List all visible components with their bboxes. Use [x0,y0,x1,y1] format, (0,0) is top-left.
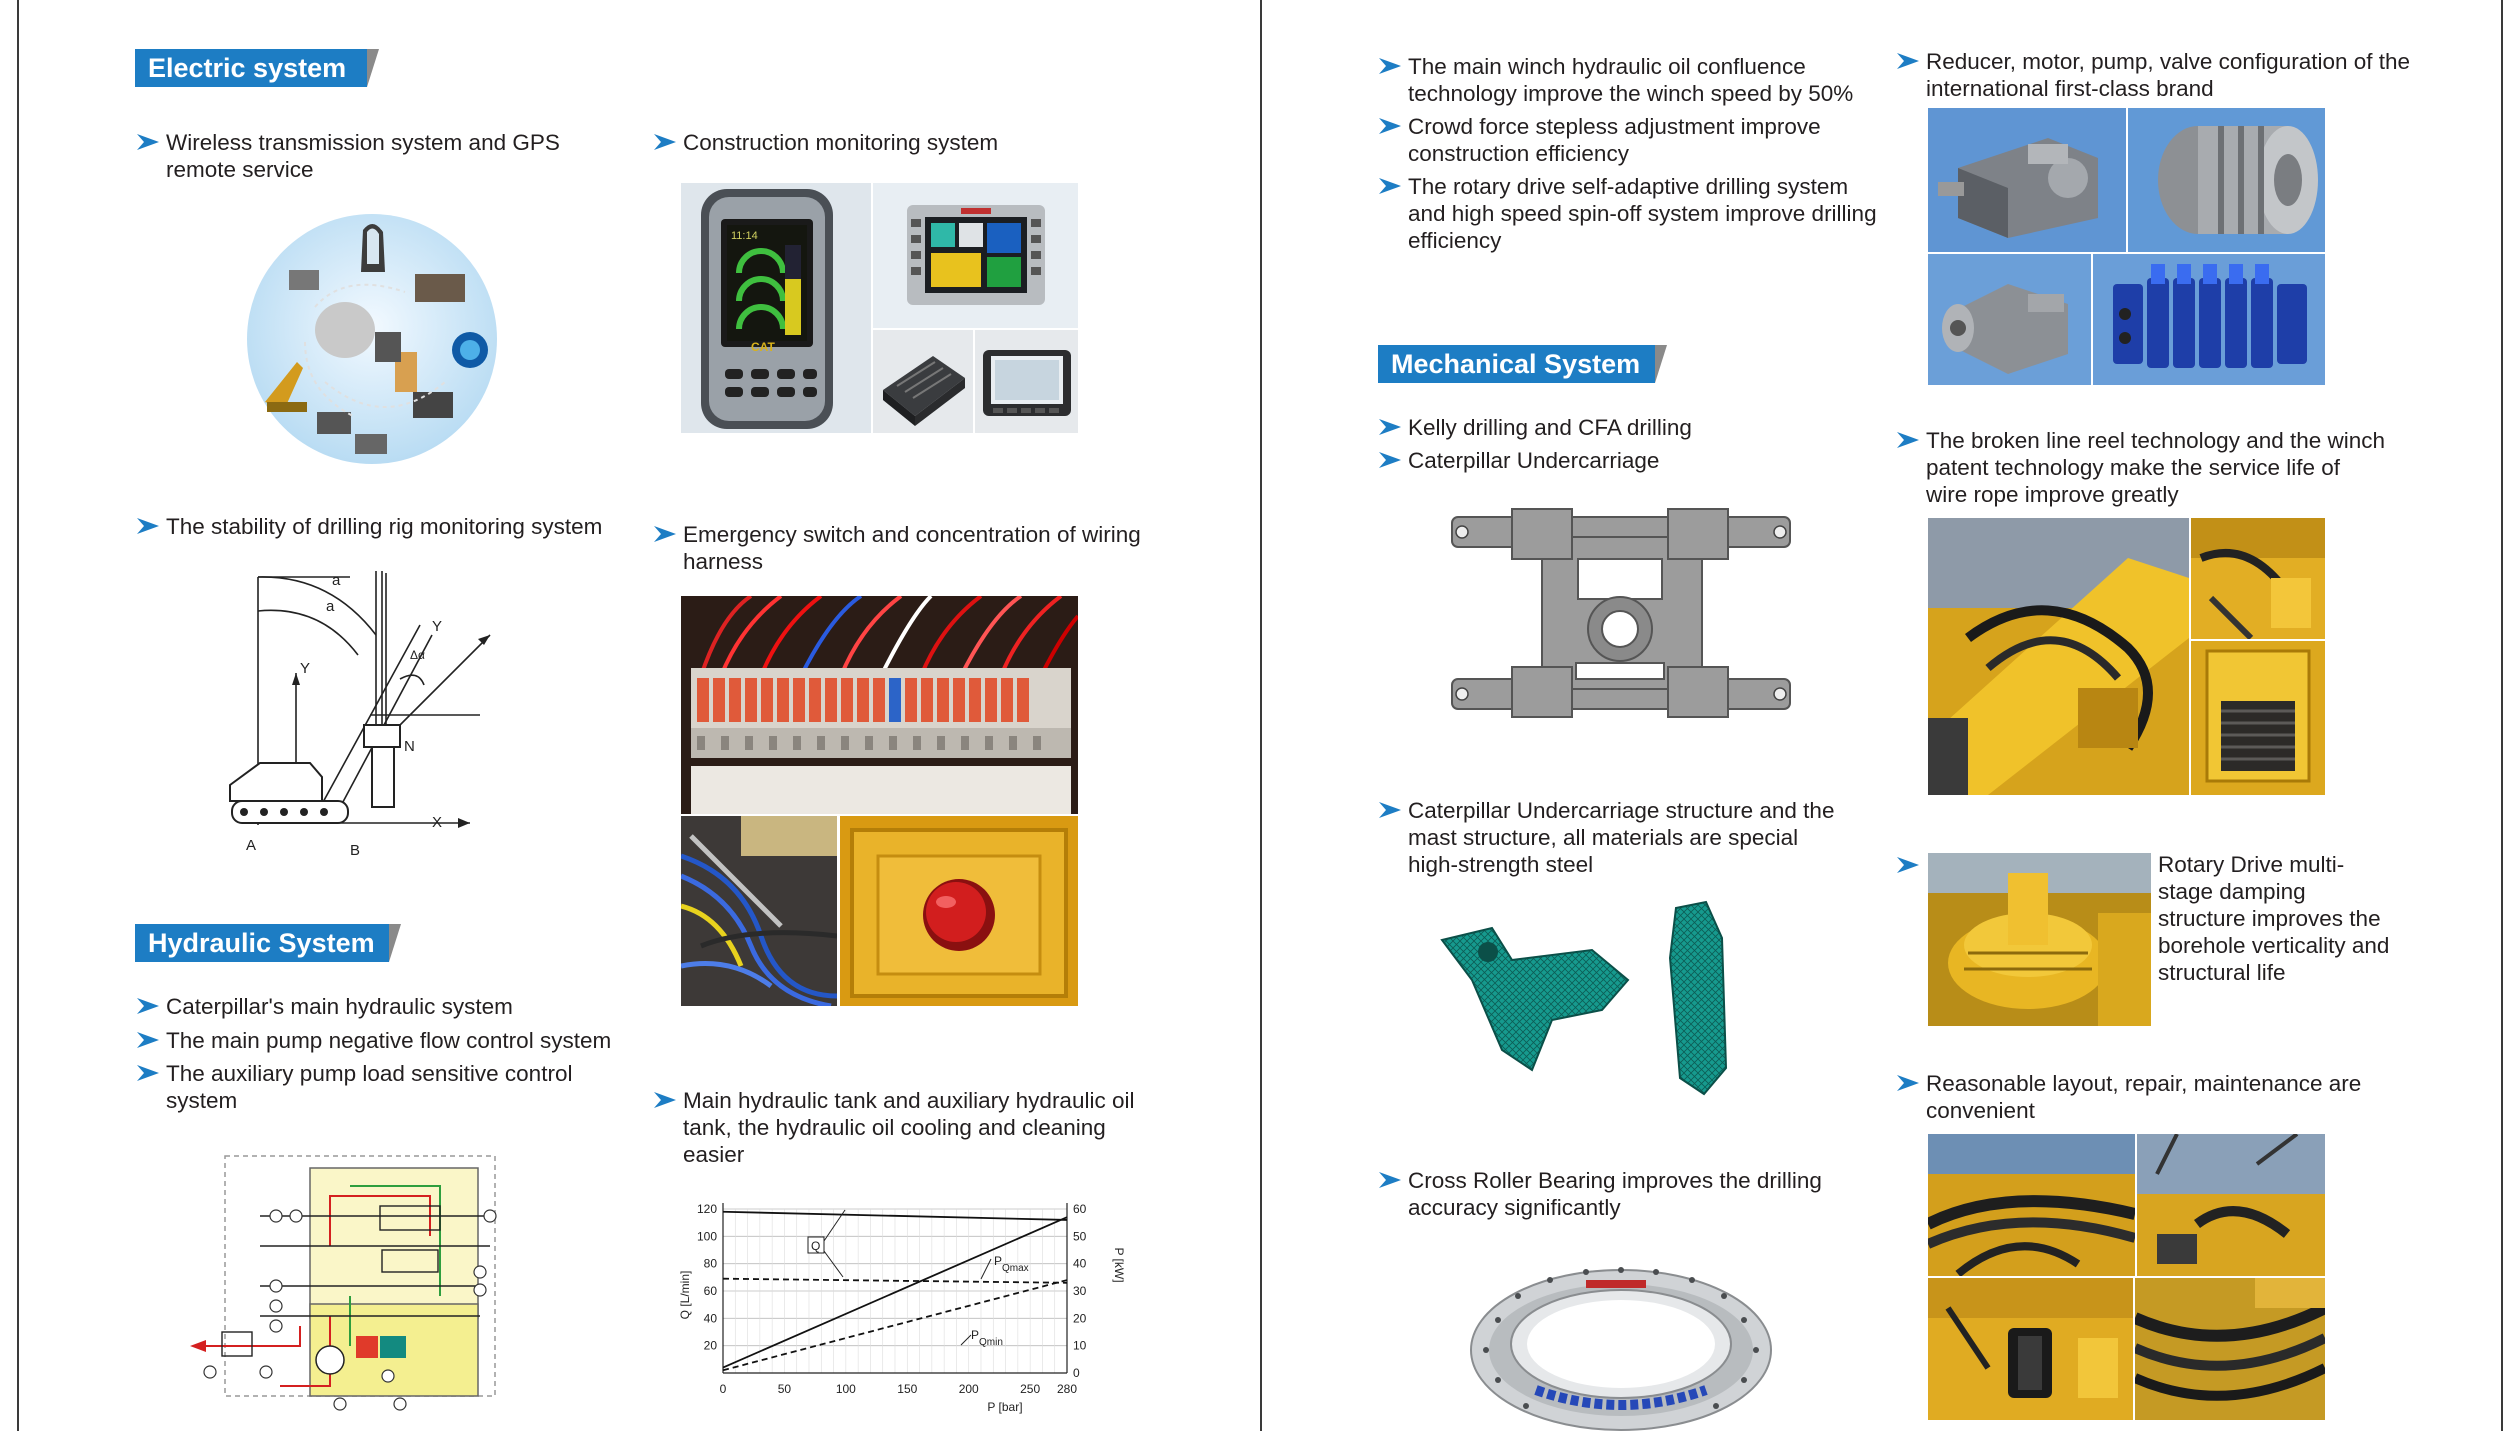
chart-annotation-leader [981,1259,991,1279]
chart-x-tick-label: 250 [1020,1382,1041,1396]
emergency-stop-button-photo [840,816,1078,1006]
cross-roller-text [1408,1167,1868,1221]
chart-y-left-tick-label: 40 [703,1311,717,1326]
mechanical-system-heading: Mechanical System [1378,345,1655,383]
svg-text:B: B [350,842,361,859]
rotary-damping-desc [2158,851,2398,986]
hydraulic-pump-photo [1928,108,2126,252]
monitor-display-photo [873,183,1078,328]
fea-mesh-mast-part [1656,898,1736,1098]
hydraulic-item-3-label: The auxiliary pump load sensitive control system [166,1061,573,1113]
structure-steel-text [1408,797,1838,878]
hydraulic-item-3 [166,1060,636,1114]
hydraulic-tank-text [683,1087,1163,1168]
hydraulic-system-heading: Hydraulic System [135,924,389,962]
bullet-arrow-icon [1379,417,1401,437]
rotary-damping-label: Rotary Drive multi-stage damping structure improves the borehole verticality and structural life [2158,852,2390,985]
construction-monitoring-text [683,129,1123,156]
bullet-arrow-icon [1379,800,1401,820]
hydraulic-schematic-diagram [180,1146,530,1426]
left-page-border [17,0,19,1431]
wiring-relays-photo [681,596,1078,814]
svg-text:a: a [326,598,335,615]
maintenance-photo-cylinder [1928,1278,2133,1420]
chart-x-axis-label: P [bar] [987,1400,1023,1414]
axial-motor-photo [1928,254,2091,385]
chart-x-tick-label: 100 [835,1382,856,1396]
controller-box-photo [873,330,973,433]
chart-annotation-p-qmax: P [994,1254,1003,1268]
bullet-arrow-icon [1379,450,1401,470]
pump-characteristic-chart [675,1195,1135,1431]
chart-y-left-tick-label: 20 [703,1338,717,1353]
broken-line-reel-text [1926,427,2386,508]
stability-monitoring-label: The stability of drilling rig monitoring system [166,514,603,539]
chart-x-tick-label: 0 [719,1382,727,1396]
maintenance-photo-pipes [2135,1278,2325,1420]
bullet-arrow-icon [1379,116,1401,136]
center-fold-line [1260,0,1262,1431]
chart-y-right-tick-label: 20 [1073,1311,1087,1326]
bullet-arrow-icon [654,132,676,152]
bullet-arrow-icon [1897,1073,1919,1093]
chart-y-left-tick-label: 120 [696,1202,717,1216]
chart-y-left-tick-label: 60 [703,1284,717,1298]
svg-text:Δα: Δα [410,648,425,662]
layout-maintenance-label: Reasonable layout, repair, maintenance are convenient [1926,1071,2362,1123]
chart-y-left-tick-label: 100 [696,1229,717,1244]
wireless-gps-label: Wireless transmission system and GPS remote service [166,130,560,182]
chart-x-tick-label: 150 [897,1382,918,1396]
hydraulic-item-2 [166,1027,666,1054]
svg-text:CAT: CAT [751,340,775,354]
svg-text:X: X [432,814,443,831]
kelly-drilling-text [1408,414,1868,441]
bullet-arrow-icon [137,516,159,536]
bullet-arrow-icon [1897,51,1919,71]
stability-monitoring-text [166,513,646,540]
crowd-force-text [1408,113,1888,167]
chart-annotation-qmax-subscript: Qmax [1002,1263,1029,1274]
chart-annotation-q: Q [811,1239,821,1253]
svg-text:11:14: 11:14 [731,230,758,242]
rig-stability-diagram [210,565,500,860]
winch-reel-photo-top [2191,518,2325,639]
bullet-arrow-icon [1379,176,1401,196]
bullet-arrow-icon [137,996,159,1016]
rotary-drive-photo [1928,853,2151,1026]
chart-y-right-tick-label: 30 [1073,1284,1087,1298]
chart-y-right-tick-label: 50 [1073,1229,1087,1244]
bullet-arrow-icon [1379,56,1401,76]
layout-maintenance-text [1926,1070,2386,1124]
bullet-arrow-icon [137,132,159,152]
hydraulic-item-2-label: The main pump negative flow control system [166,1028,612,1053]
broken-line-reel-label: The broken line reel technology and the winch patent technology make the service life of wire rope improve greatly [1926,428,2386,507]
emergency-switch-label: Emergency switch and concentration of wiring harness [683,522,1141,574]
cross-roller-bearing-illustration [1466,1250,1776,1431]
svg-text:Y: Y [432,618,443,635]
electric-system-heading: Electric system [135,49,367,87]
construction-monitoring-label: Construction monitoring system [683,130,999,155]
maintenance-photo-engine [2137,1134,2325,1276]
cross-roller-label: Cross Roller Bearing improves the drilling accuracy significantly [1408,1168,1822,1220]
chart-y-right-axis-label: P [kW] [1112,1247,1126,1283]
winch-confluence-label: The main winch hydraulic oil confluence technology improve the winch speed by 50% [1408,54,1854,106]
winch-reel-photo-main [1928,518,2189,795]
fea-mesh-bracket [1432,920,1632,1080]
chart-y-right-tick-label: 10 [1073,1338,1087,1353]
chart-x-tick-label: 50 [777,1382,792,1396]
chart-annotation-p-qmin: P [971,1328,980,1342]
chart-y-left-axis-label: Q [L/min] [678,1270,692,1320]
crowd-force-label: Crowd force stepless adjustment improve construction efficiency [1408,114,1821,166]
structure-steel-label: Caterpillar Undercarriage structure and the mast structure, all materials are special high-strength steel [1408,798,1835,877]
chart-x-tick-label: 200 [958,1382,979,1396]
bullet-arrow-icon [654,1090,676,1110]
display-screen-photo [975,330,1078,433]
wire-bundle-photo [681,816,837,1006]
reducer-brand-label: Reducer, motor, pump, valve configuration of the international first-class brand [1926,49,2411,101]
bullet-arrow-icon [137,1063,159,1083]
bullet-arrow-icon [137,1030,159,1050]
undercarriage-frame-drawing [1448,497,1794,729]
maintenance-photo-hoses [1928,1134,2135,1276]
emergency-switch-text [683,521,1153,575]
bullet-arrow-icon [1379,1170,1401,1190]
reducer-motor-photo [2128,108,2325,252]
gps-network-illustration [245,212,500,467]
winch-reel-photo-bottom [2191,641,2325,795]
svg-text:N: N [404,738,415,755]
chart-y-right-tick-label: 40 [1073,1256,1087,1271]
valve-block-photo [2093,254,2325,385]
rotary-self-adaptive-label: The rotary drive self-adaptive drilling system and high speed spin-off system improve drilling efficiency [1408,174,1877,253]
bullet-arrow-icon [654,524,676,544]
hydraulic-item-1-label: Caterpillar's main hydraulic system [166,994,513,1019]
chart-y-right-tick-label: 0 [1073,1366,1080,1380]
rotary-self-adaptive-text [1408,173,1888,254]
winch-confluence-text [1408,53,1888,107]
caterpillar-undercarriage-text [1408,447,1868,474]
chart-annotation-leader [961,1335,971,1345]
chart-x-tick-label: 280 [1056,1382,1078,1396]
chart-y-right-tick-label: 60 [1073,1202,1087,1216]
bullet-arrow-icon [1897,855,1919,875]
hydraulic-item-1 [166,993,666,1020]
wireless-gps-text [166,129,606,183]
reducer-brand-text [1926,48,2416,102]
kelly-drilling-label: Kelly drilling and CFA drilling [1408,415,1692,440]
svg-text:a: a [332,572,341,589]
chart-y-left-tick-label: 80 [703,1256,717,1271]
svg-text:A: A [246,837,257,854]
chart-annotation-qmin-subscript: Qmin [979,1337,1003,1348]
caterpillar-undercarriage-label: Caterpillar Undercarriage [1408,448,1660,473]
svg-text:Y: Y [300,660,311,677]
bullet-arrow-icon [1897,430,1919,450]
right-page-border [2501,0,2503,1431]
monitor-handheld-photo [681,183,871,433]
hydraulic-tank-label: Main hydraulic tank and auxiliary hydraulic oil tank, the hydraulic oil cooling and cleaning easier [683,1088,1135,1167]
